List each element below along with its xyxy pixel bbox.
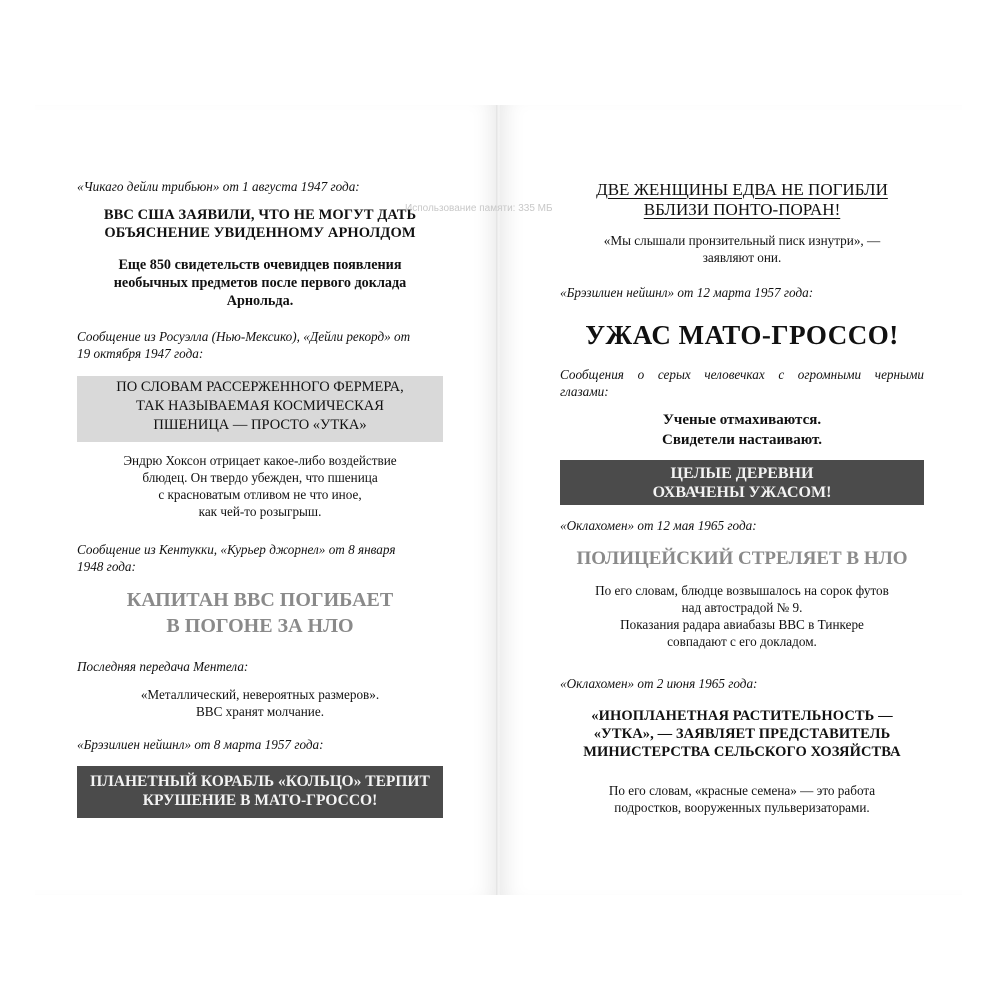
headline-underlined: ДВЕ ЖЕНЩИНЫ ЕДВА НЕ ПОГИБЛИ ВБЛИЗИ ПОНТО-ПОРАН!: [596, 180, 888, 219]
source-line: Сообщение из Росуэлла (Нью-Мексико), «Дейли рекорд» от 19 октября 1947 года:: [77, 329, 411, 361]
headline-grey-box: ПО СЛОВАМ РАССЕРЖЕННОГО ФЕРМЕРА, ТАК НАЗЫВАЕМАЯ КОСМИЧЕСКАЯ ПШЕНИЦА — ПРОСТО «УТКА»: [77, 376, 443, 442]
source-line: «Оклахомен» от 12 мая 1965 года:: [560, 518, 757, 533]
headline: «ИНОПЛАНЕТНАЯ РАСТИТЕЛЬНОСТЬ — «УТКА», — ЗАЯВЛЯЕТ ПРЕДСТАВИТЕЛЬ МИНИСТЕРСТВА СЕЛЬСКОГО ХОЗЯЙСТВА: [583, 708, 901, 760]
headline-dark-box: ЦЕЛЫЕ ДЕРЕВНИ ОХВАЧЕНЫ УЖАСОМ!: [560, 460, 924, 505]
body-text: «Мы слышали пронзительный писк изнутри», — заявляют они.: [603, 233, 881, 265]
ghost-overlay-text: Использование памяти: 335 МБ: [405, 203, 553, 214]
body-text: Эндрю Хоксон отрицает какое-либо воздействие блюдец. Он твердо убежден, что пшеница с красноватым отливом не что иное, как чей-то розыгрыш.: [123, 453, 397, 519]
headline-grey: КАПИТАН ВВС ПОГИБАЕТ В ПОГОНЕ ЗА НЛО: [126, 589, 394, 637]
left-page: [35, 105, 497, 895]
source-line: «Брэзилиен нейшнл» от 12 марта 1957 года:: [560, 285, 814, 300]
right-page: [405, 105, 962, 895]
headline: ВВС США ЗАЯВИЛИ, ЧТО НЕ МОГУТ ДАТЬ ОБЪЯСНЕНИЕ УВИДЕННОМУ АРНОЛДОМ: [103, 207, 417, 241]
source-line: Сообщение из Кентукки, «Курьер джорнел» от 8 января 1948 года:: [77, 542, 396, 574]
source-line: Последняя передача Ментела:: [77, 659, 249, 674]
subheadline: Еще 850 свидетельств очевидцев появления необычных предметов после первого доклада Арнольда.: [113, 257, 407, 309]
source-line: Сообщения о серых человечках с огромными черными глазами:: [560, 367, 924, 399]
headline-dark-box: ПЛАНЕТНЫЙ КОРАБЛЬ «КОЛЬЦО» ТЕРПИТ КРУШЕНИЕ В МАТО-ГРОССО!: [77, 766, 443, 818]
source-line: «Брэзилиен нейшнл» от 8 марта 1957 года:: [77, 737, 324, 752]
body-text: По его словам, «красные семена» — это работа подростков, вооруженных пульверизаторами.: [608, 783, 876, 815]
source-line: «Оклахомен» от 2 июня 1965 года:: [560, 676, 758, 691]
body-text: «Металлический, невероятных размеров». ВВС хранят молчание.: [140, 687, 380, 719]
body-text: По его словам, блюдце возвышалось на сорок футов над автострадой № 9. Показания радара авиабазы ВВС в Тинкере совпадают с его докладом.: [595, 583, 889, 649]
source-line: «Чикаго дейли трибьюн» от 1 августа 1947 года:: [77, 179, 360, 194]
headline-grey: ПОЛИЦЕЙСКИЙ СТРЕЛЯЕТ В НЛО: [576, 548, 908, 569]
subheadline: Ученые отмахиваются. Свидетели настаивают.: [661, 412, 822, 448]
headline-large: УЖАС МАТО-ГРОССО!: [585, 320, 899, 350]
